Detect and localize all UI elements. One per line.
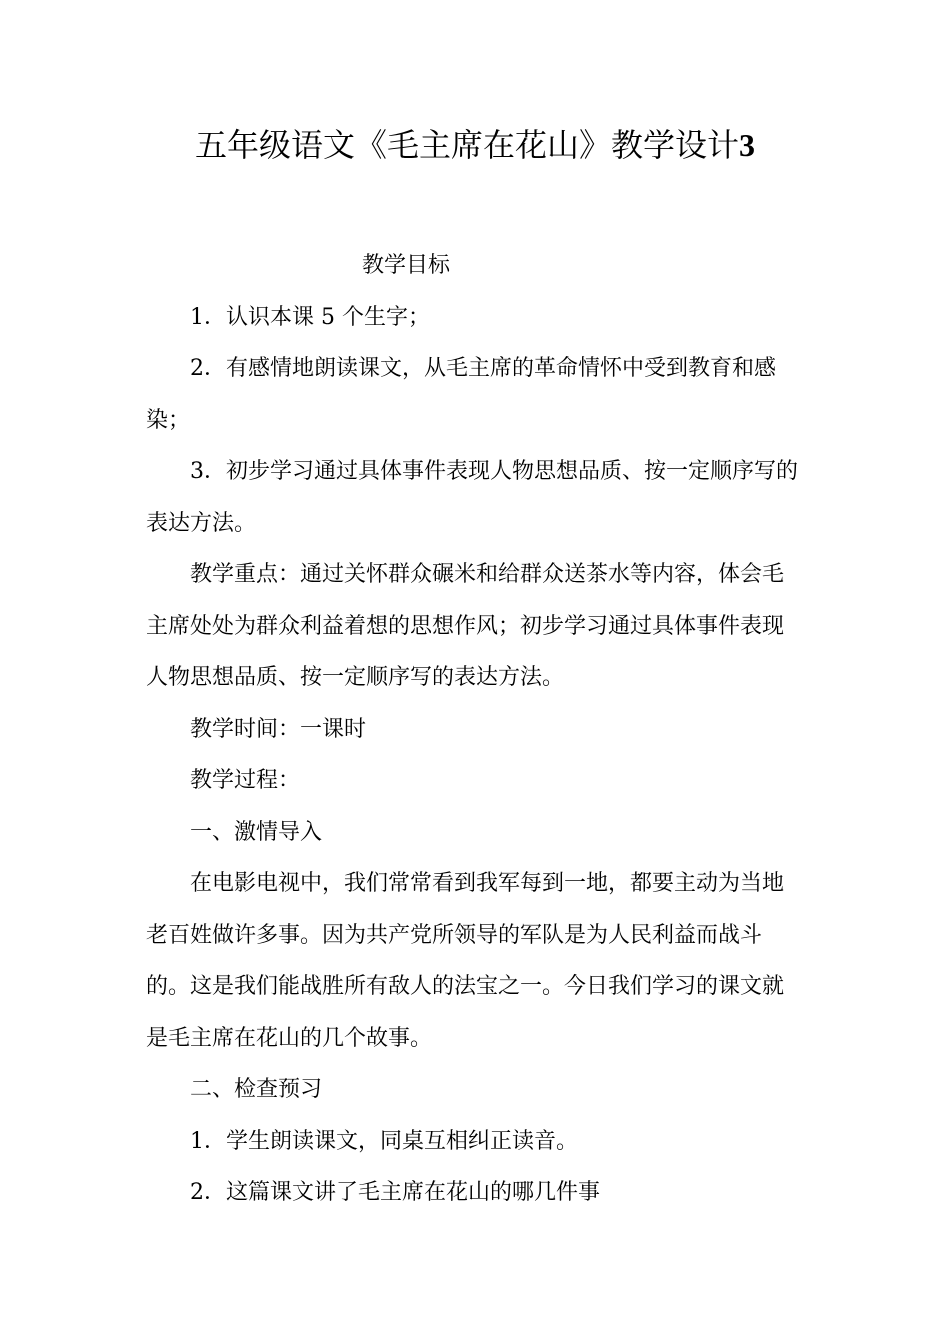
introduction-line-4: 是毛主席在花山的几个故事。 (146, 1025, 433, 1051)
section-heading-introduction: 一、激情导入 (190, 819, 323, 845)
key-points-line-3: 人物思想品质、按一定顺序写的表达方法。 (146, 665, 565, 690)
title-text: 五年级语文《毛主席在花山》教学设计 (194, 126, 739, 164)
title-number: 3 (739, 127, 755, 163)
objective-3-line-2: 表达方法。 (146, 510, 257, 536)
introduction-line-2: 老百姓做许多事。因为共产党所领导的军队是为人民利益而战斗 (146, 922, 763, 948)
teaching-time: 教学时间：一课时 (190, 716, 367, 742)
objective-1: 1．认识本课 5 个生字； (190, 304, 430, 330)
section-heading-preview-check: 二、检查预习 (190, 1077, 323, 1102)
preview-item-1: 1．学生朗读课文，同桌互相纠正读音。 (190, 1128, 578, 1154)
document-body (146, 240, 808, 1219)
objective-3-line-1: 3．初步学习通过具体事件表现人物思想品质、按一定顺序写的 (190, 459, 798, 484)
key-points-line-1: 教学重点：通过关怀群众碾米和给群众送茶水等内容，体会毛 (190, 562, 785, 587)
objective-2-line-1: 2．有感情地朗读课文，从毛主席的革命情怀中受到教育和感 (190, 356, 776, 381)
section-heading-objectives: 教学目标 (362, 253, 451, 278)
key-points-line-2: 主席处处为群众利益着想的思想作风；初步学习通过具体事件表现 (146, 613, 785, 639)
teaching-process: 教学过程： (190, 768, 301, 793)
preview-item-2: 2．这篇课文讲了毛主席在花山的哪几件事 (190, 1180, 600, 1205)
introduction-line-1: 在电影电视中，我们常常看到我军每到一地，都要主动为当地 (190, 871, 785, 896)
objective-2-line-2: 染； (146, 407, 191, 433)
introduction-line-3: 的。这是我们能战胜所有敌人的法宝之一。今日我们学习的课文就 (146, 974, 785, 999)
document-title (0, 122, 950, 168)
